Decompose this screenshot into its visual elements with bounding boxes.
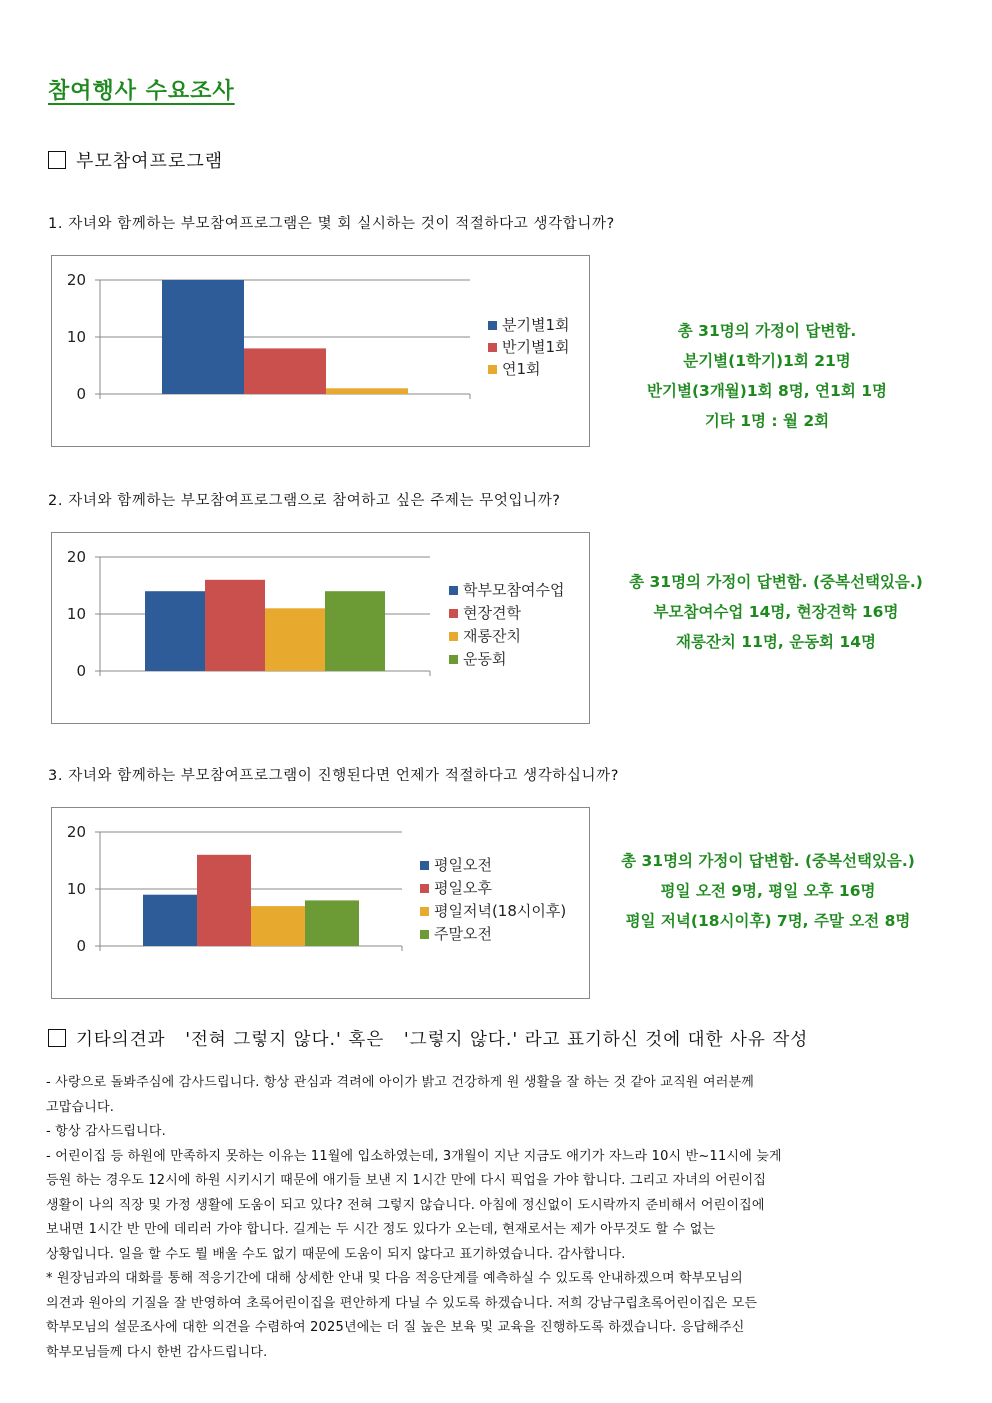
bar-2 (197, 855, 251, 946)
note-line: - 어린이집 등 하원에 만족하지 못하는 이유는 11월에 입소하였는데, 3개월이 지난 지금도 애기가 자느라 10시 반~11시에 늦게 (46, 1148, 782, 1164)
y-tick-label: 0 (76, 937, 86, 955)
bar-3 (265, 608, 325, 671)
question-1: 1. 자녀와 함께하는 부모참여프로그램은 몇 회 실시하는 것이 적절하다고 생각합니까? (48, 216, 615, 232)
note-line: 의견과 원아의 기질을 잘 반영하여 초록어린이집을 편안하게 다닐 수 있도록 하겠습니다. 저희 강남구립초록어린이집은 모든 (46, 1295, 758, 1311)
chart-2 (51, 532, 590, 724)
summary-line: 총 31명의 가정이 답변함. (중복선택있음.) (621, 852, 915, 870)
legend-swatch (449, 609, 458, 618)
section-label: 부모참여프로그램 (76, 151, 224, 172)
legend-swatch (488, 321, 497, 330)
summary-line: 총 31명의 가정이 답변함. (677, 322, 857, 340)
legend-label: 평일오후 (434, 879, 492, 897)
bar-3 (326, 388, 408, 394)
legend-label: 학부모참여수업 (463, 581, 565, 599)
chart-3-svg (52, 808, 589, 998)
page-title: 참여행사 수요조사 (48, 79, 235, 104)
legend-swatch (420, 907, 429, 916)
bar-2 (205, 580, 265, 671)
legend-swatch (488, 343, 497, 352)
legend-label: 운동회 (463, 650, 507, 668)
legend-label: 재롱잔치 (463, 627, 521, 645)
legend-swatch (420, 884, 429, 893)
summary-1 (612, 316, 922, 436)
legend-swatch (449, 586, 458, 595)
y-tick-label: 10 (66, 328, 86, 346)
note-line: 학부모님의 설문조사에 대한 의견을 수렴하여 2025년에는 더 질 높은 보육 및 교육을 진행하도록 하겠습니다. 응답해주신 (46, 1320, 745, 1335)
legend-label: 현장견학 (463, 604, 521, 622)
note-line: 등원 하는 경우도 12시에 하원 시키시기 때문에 애기들 보낸 지 1시간 만에 다시 픽업을 가야 합니다. 그리고 자녀의 어린이집 (46, 1173, 767, 1188)
summary-line: 기타 1명 : 월 2회 (704, 412, 830, 430)
note-line: 보내면 1시간 반 만에 데리러 가야 합니다. 길게는 두 시간 정도 있다가 오는데, 현재로서는 제가 아무것도 할 수 없는 (46, 1222, 716, 1237)
section-header-parent-program (48, 147, 223, 173)
checkbox[interactable] (48, 151, 66, 169)
section-label: 기타의견과 '전혀 그렇지 않다.' 혹은 '그렇지 않다.' 라고 표기하신 것에 대한 사유 작성 (76, 1030, 809, 1050)
y-tick-label: 0 (76, 662, 86, 680)
bar-4 (305, 900, 359, 946)
bar-1 (145, 591, 205, 671)
summary-line: 분기별(1학기)1회 21명 (683, 352, 851, 370)
question-3: 3. 자녀와 함께하는 부모참여프로그램이 진행된다면 언제가 적절하다고 생각하십니까? (48, 768, 620, 784)
summary-line: 평일 오전 9명, 평일 오후 16명 (660, 882, 876, 900)
legend-swatch (449, 632, 458, 641)
bar-1 (162, 280, 244, 394)
legend-label: 주말오전 (434, 925, 492, 943)
y-tick-label: 20 (66, 548, 86, 566)
question-2: 2. 자녀와 함께하는 부모참여프로그램으로 참여하고 싶은 주제는 무엇입니까? (48, 493, 561, 509)
note-line: - 사랑으로 돌봐주심에 감사드립니다. 항상 관심과 격려에 아이가 밝고 건강하게 원 생활을 잘 하는 것 같아 교직원 여러분께 (46, 1075, 755, 1090)
y-tick-label: 20 (66, 823, 86, 841)
note-line: * 원장님과의 대화를 통해 적응기간에 대해 상세한 안내 및 다음 적응단계를 예측하실 수 있도록 안내하겠으며 학부모님의 (46, 1271, 743, 1286)
note-line: - 항상 감사드립니다. (46, 1124, 166, 1139)
bar-2 (244, 348, 326, 394)
summary-line: 반기별(3개월)1회 8명, 연1회 1명 (647, 382, 887, 400)
legend-swatch (449, 655, 458, 664)
chart-3 (51, 807, 590, 999)
summary-2 (604, 567, 948, 657)
legend-label: 평일오전 (434, 856, 492, 874)
legend-label: 평일저녁(18시이후) (434, 902, 567, 920)
bar-1 (143, 895, 197, 946)
summary-line: 총 31명의 가정이 답변함. (중복선택있음.) (629, 573, 923, 591)
summary-line: 부모참여수업 14명, 현장견학 16명 (653, 603, 899, 621)
opinion-notes (46, 1071, 936, 1365)
note-line: 학부모님들께 다시 한번 감사드립니다. (46, 1344, 268, 1360)
y-tick-label: 10 (66, 605, 86, 623)
legend-swatch (420, 861, 429, 870)
note-line: 고맙습니다. (46, 1099, 115, 1115)
legend-swatch (488, 365, 497, 374)
chart-1-svg (52, 256, 589, 446)
y-tick-label: 0 (76, 385, 86, 403)
summary-3 (596, 846, 940, 936)
y-tick-label: 10 (66, 880, 86, 898)
bar-3 (251, 906, 305, 946)
checkbox[interactable] (48, 1029, 66, 1047)
legend-label: 연1회 (502, 360, 541, 378)
summary-line: 재롱잔치 11명, 운동회 14명 (676, 633, 876, 651)
chart-2-svg (52, 533, 589, 723)
note-line: 생활이 나의 직장 및 가정 생활에 도움이 되고 있다? 전혀 그렇지 않습니다. 아침에 정신없이 도시락까지 준비해서 어린이집에 (46, 1197, 765, 1213)
note-line: 상황입니다. 일을 할 수도 뭘 배울 수도 없기 때문에 도움이 되지 않다고 표기하였습니다. 감사합니다. (46, 1246, 626, 1262)
summary-line: 평일 저녁(18시이후) 7명, 주말 오전 8명 (625, 912, 911, 930)
y-tick-label: 20 (66, 271, 86, 289)
chart-1 (51, 255, 590, 447)
bar-4 (325, 591, 385, 671)
legend-label: 반기별1회 (502, 338, 570, 356)
legend-label: 분기별1회 (502, 316, 570, 334)
section-header-other-opinions (48, 1026, 808, 1051)
legend-swatch (420, 930, 429, 939)
